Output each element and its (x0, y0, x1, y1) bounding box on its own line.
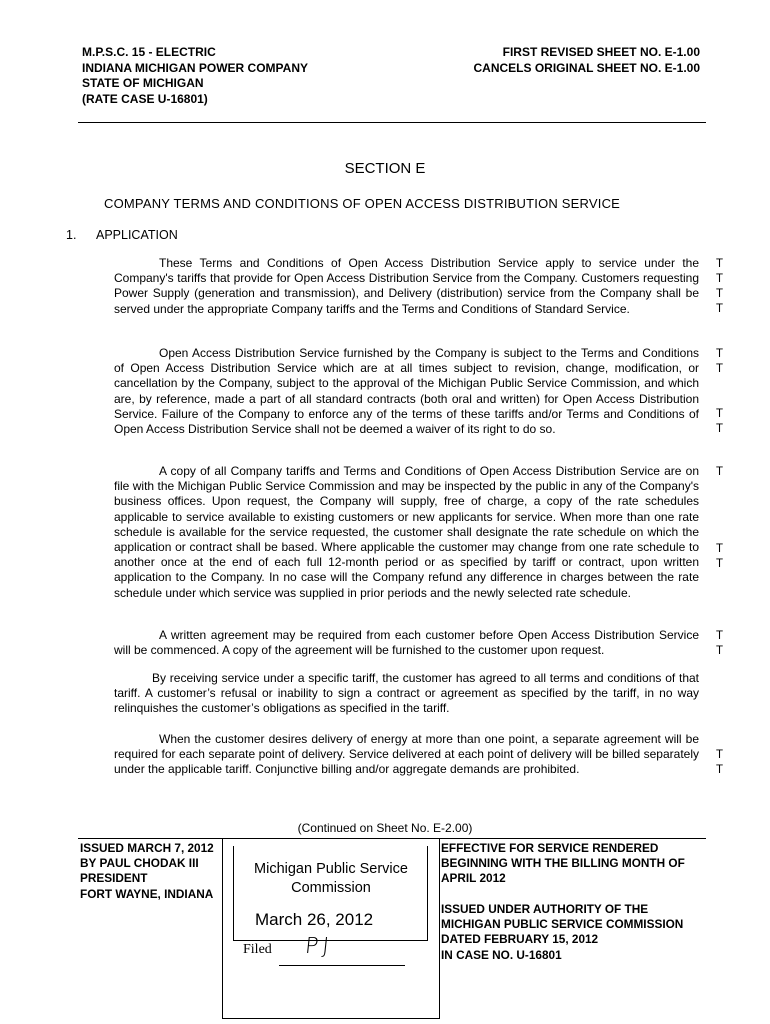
authority-line: IN CASE NO. U-16801 (441, 947, 562, 962)
signature-line (279, 965, 405, 966)
revision-mark: T (716, 408, 724, 420)
authority-line: MICHIGAN PUBLIC SERVICE COMMISSION (441, 917, 684, 932)
revision-mark: T (716, 288, 724, 300)
revision-mark: T (716, 749, 724, 761)
issued-by: BY PAUL CHODAK III (80, 856, 199, 871)
revision-mark: T (716, 558, 724, 570)
revision-mark: T (716, 423, 724, 435)
signature-initials: PJ (303, 934, 335, 959)
stamp-agency-line: Michigan Public Service (254, 861, 408, 877)
effective-line: BEGINNING WITH THE BILLING MONTH OF (441, 856, 685, 871)
revision-mark: T (716, 630, 724, 642)
header-left-line: INDIANA MICHIGAN POWER COMPANY (82, 60, 308, 75)
paragraph-1: These Terms and Conditions of Open Access Distribution Service apply to service under the Company's tariffs that provide for Open Access Distribution Service from the Company. Customers requesting Power Supply (generation and transmission), and Delivery (distribution) service from the Company shall be served under the appropriate Company tariffs and the Terms and Conditions of Standard Service. (114, 256, 699, 316)
paragraph-3: A copy of all Company tariffs and Terms and Conditions of Open Access Distribution Service are on file with the Michigan Public Service Commission and may be inspected by the public in any of the Company's business offices. Upon request, the Company will supply, free of charge, a copy of the rate schedules applicable to service available to existing customers or new applicants for service. When more than one rate schedule is available for the service requested, the customer shall designate the rate schedule on which the application or contract shall be based. Where applicable the customer may change from one rate schedule to another once at the end of each full 12-month period or as specified by tariff or contract, upon written application to the Company. In no case will the Company refund any difference in charges between the rate schedule under which service was supplied in prior periods and the newly selected rate schedule. (114, 464, 699, 600)
revision-mark: T (716, 348, 724, 360)
issuer-title: PRESIDENT (80, 871, 148, 886)
continued-note: (Continued on Sheet No. E-2.00) (297, 821, 473, 835)
authority-line: ISSUED UNDER AUTHORITY OF THE (441, 902, 649, 916)
header-left-line: STATE OF MICHIGAN (82, 76, 204, 90)
stamp-filed-label: Filed (243, 942, 272, 957)
item-number: 1. (66, 228, 77, 242)
effective-line: EFFECTIVE FOR SERVICE RENDERED (441, 841, 659, 855)
paragraph-2: Open Access Distribution Service furnished by the Company is subject to the Terms and Conditions of Open Access Distribution Service which are at all times subject to revision, change, modification, or cancellation by the Company, subject to the approval of the Michigan Public Service Commission, and which are, by reference, made a part of all standard contracts (both oral and written) for Open Access Distribution Service. Failure of the Company to enforce any of the terms of these tariffs and/or Terms and Conditions of Open Access Distribution Service shall not be deemed a waiver of its right to do so. (114, 346, 699, 437)
sheet-number: FIRST REVISED SHEET NO. E-1.00 (502, 45, 700, 59)
issued-date: ISSUED MARCH 7, 2012 (80, 841, 214, 855)
effective-line: APRIL 2012 (441, 871, 506, 886)
revision-mark: T (716, 273, 724, 285)
authority-block (441, 902, 683, 963)
header-right (474, 45, 700, 76)
revision-mark: T (716, 543, 724, 555)
stamp-agency (223, 860, 439, 898)
effective-block (441, 841, 685, 887)
header-left-line: (RATE CASE U-16801) (82, 91, 208, 106)
revision-mark: T (716, 303, 724, 315)
revision-mark: T (716, 363, 724, 375)
cancels-sheet: CANCELS ORIGINAL SHEET NO. E-1.00 (473, 60, 700, 75)
paragraph-4: A written agreement may be required from each customer before Open Access Distribution Service will be commenced. A copy of the agreement will be furnished to the customer upon request. (114, 628, 699, 658)
section-subtitle: COMPANY TERMS AND CONDITIONS OF OPEN ACCESS DISTRIBUTION SERVICE (104, 196, 621, 211)
stamp-date: March 26, 2012 (255, 910, 374, 929)
paragraph-5: By receiving service under a specific tariff, the customer has agreed to all terms and conditions of that tariff. A customer’s refusal or inability to sign a contract or agreement as specified by the tariff, in no way relinquishes the customer’s obligations as specified in the tariff. (114, 671, 699, 716)
header-left (82, 45, 308, 107)
filing-stamp (222, 838, 440, 1019)
issuer-location: FORT WAYNE, INDIANA (80, 886, 214, 901)
issued-block (80, 841, 214, 902)
section-title: SECTION E (344, 160, 426, 177)
header-left-line: M.P.S.C. 15 - ELECTRIC (82, 45, 216, 59)
header-divider (78, 122, 706, 123)
stamp-agency-line: Commission (291, 880, 371, 896)
paragraph-6: When the customer desires delivery of energy at more than one point, a separate agreement will be required for each separate point of delivery. Service delivered at each point of delivery will be billed separately under the applicable tariff. Conjunctive billing and/or aggregate demands are prohibited. (114, 732, 699, 777)
revision-mark: T (716, 466, 724, 478)
authority-line: DATED FEBRUARY 15, 2012 (441, 932, 599, 947)
revision-mark: T (716, 764, 724, 776)
revision-mark: T (716, 645, 724, 657)
item-heading: APPLICATION (96, 228, 178, 242)
revision-mark: T (716, 258, 724, 270)
